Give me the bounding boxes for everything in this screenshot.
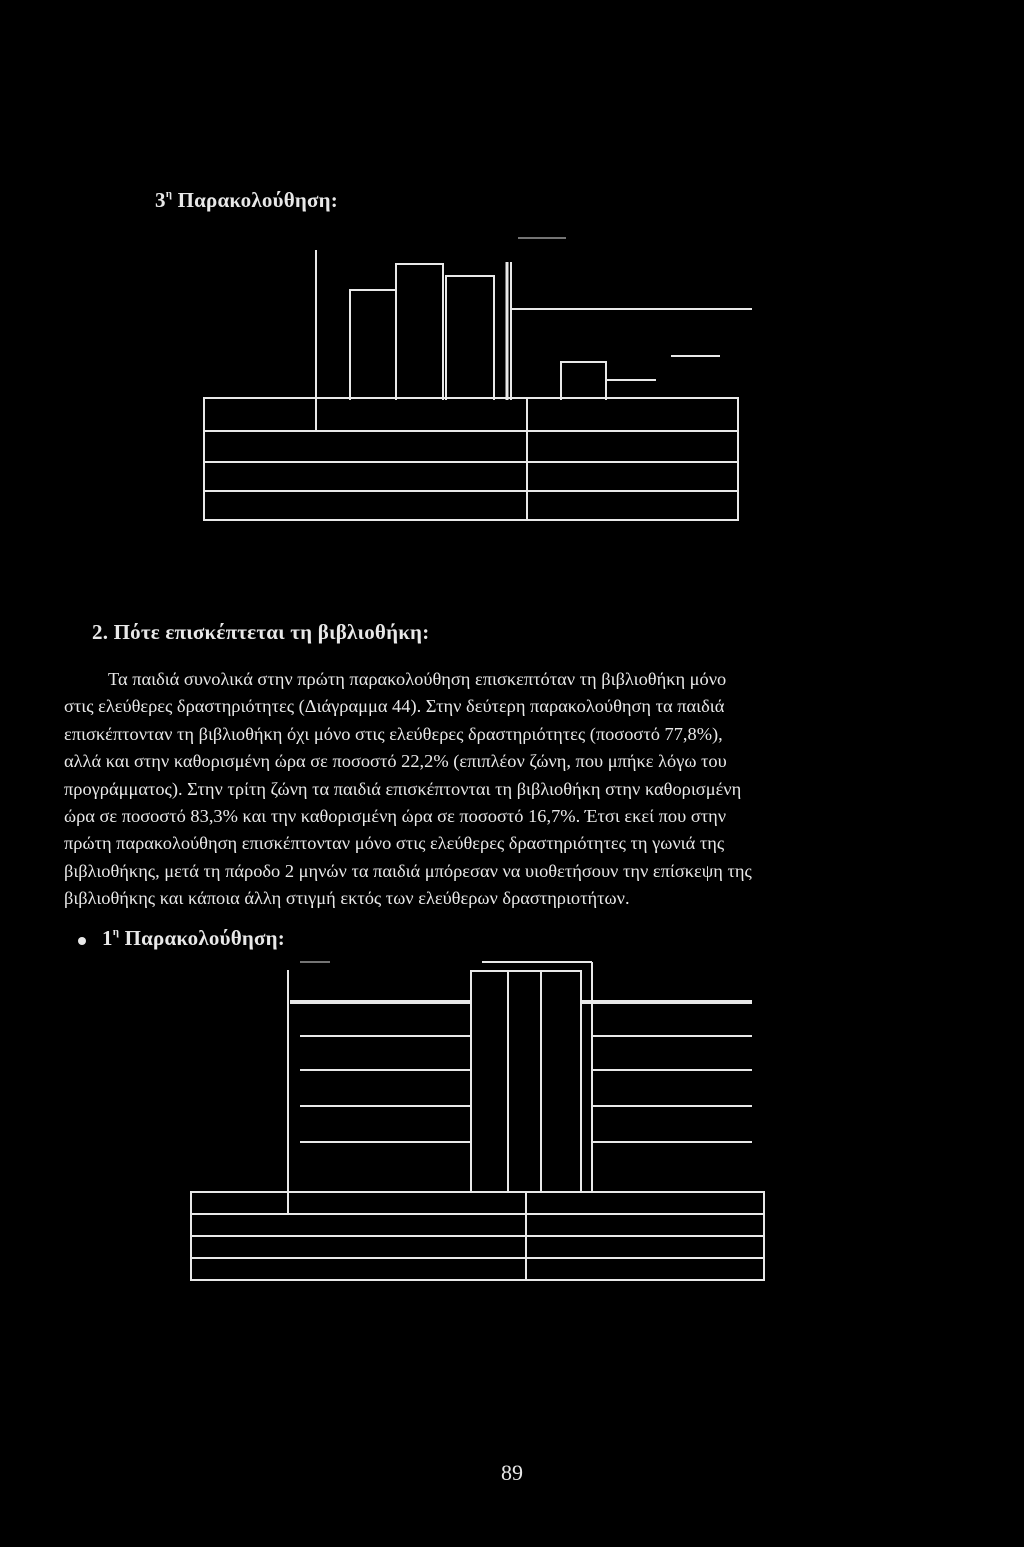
- section2-heading: 2. Πότε επισκέπτεται τη βιβλιοθήκη:: [92, 620, 430, 644]
- paragraph-line: βιβλιοθήκης, μετά τη πάροδο 2 μηνών τα παιδιά μπόρεσαν να υιοθετήσουν την επίσκεψη της: [64, 860, 752, 881]
- paragraph-line: επισκέπτονταν τη βιβλιοθήκη όχι μόνο στις ελεύθερες δραστηριότητες (ποσοστό 77,8%),: [64, 723, 723, 744]
- paragraph-line: βιβλιοθήκης και κάποια άλλη στιγμή εκτός των ελεύθερων δραστηριοτήτων.: [64, 888, 630, 909]
- section1-heading: $1^\eta$ Παρακολούθηση:: [102, 926, 285, 950]
- paragraph-line: Τα παιδιά συνολικά στην πρώτη παρακολούθηση επισκεπτόταν τη βιβλιοθήκη μόνο: [108, 669, 727, 689]
- paragraph-line: προγράμματος). Στην τρίτη ζώνη τα παιδιά επισκέπτονται τη βιβλιοθήκη στην καθορισμένη: [64, 778, 742, 799]
- paragraph-line: αλλά και στην καθορισμένη ώρα σε ποσοστό 22,2% (επιπλέον ζώνη, που μπήκε λόγω του: [64, 751, 727, 772]
- paragraph-line: πρώτη παρακολούθηση επισκέπτονταν μόνο στις ελεύθερες δραστηριότητες τη γωνιά της: [64, 833, 725, 854]
- section3-heading: $3^\eta$ Παρακολούθηση:: [155, 188, 338, 212]
- paragraph-line: ώρα σε ποσοστό 83,3% και την καθορισμένη ώρα σε ποσοστό 16,7%. Έτσι εκεί που στην: [64, 806, 727, 827]
- paragraph-line: στις ελεύθερες δραστηριότητες (Διάγραμμα 44). Στην δεύτερη παρακολούθηση τα παιδιά: [64, 696, 725, 717]
- bar: [471, 971, 581, 1192]
- page-number: 89: [501, 1460, 523, 1485]
